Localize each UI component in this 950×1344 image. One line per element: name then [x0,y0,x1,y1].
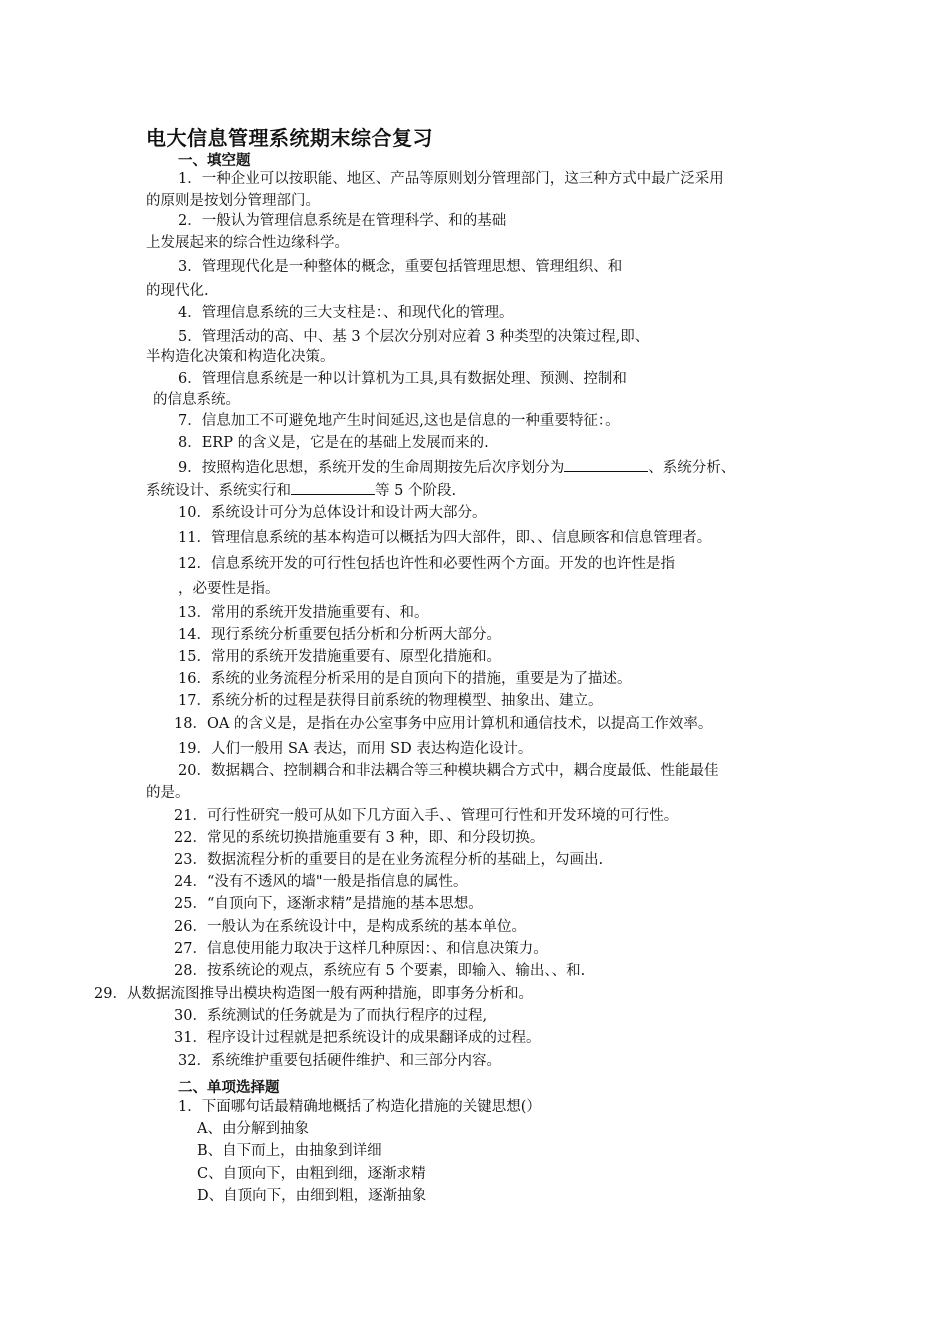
question-2-line-2: 上发展起来的综合性边缘科学。 [146,235,349,251]
question-9-line-1-text: 9．按照构造化思想，系统开发的生命周期按先后次序划分为 [178,460,565,476]
question-12-line-2: ，必要性是指。 [178,581,280,597]
question-9-line-1-tail: 、系统分析、 [648,460,736,476]
question-1-line-1: 1．一种企业可以按职能、地区、产品等原则划分管理部门，这三种方式中最广泛采用 [178,171,724,187]
answer-blank [291,480,375,495]
choice-option-d: D、自顶向下，由细到粗，逐渐抽象 [197,1188,427,1204]
question-20-line-2: 的是。 [146,785,190,801]
question-3-line-2: 的现代化. [146,283,209,299]
question-24: 24．“没有不透风的墙"一般是指信息的属性。 [174,874,468,890]
question-15: 15．常用的系统开发措施重要有、原型化措施和。 [178,649,501,665]
question-5-line-2: 半构造化决策和构造化决策。 [146,349,335,365]
question-3-line-1: 3．管理现代化是一种整体的概念，重要包括管理思想、管理组织、和 [178,259,623,275]
question-9-line-2-tail: 等 5 个阶段. [375,483,457,499]
question-12-line-1: 12．信息系统开发的可行性包括也许性和必要性两个方面。开发的也许性是指 [178,556,675,572]
section-heading-single-choice: 二、单项选择题 [178,1080,280,1096]
question-21: 21．可行性研究一般可从如下几方面入手、、管理可行性和开发环境的可行性。 [174,808,679,824]
question-7: 7．信息加工不可避免地产生时间延迟,这也是信息的一种重要特征：。 [178,413,620,429]
question-32: 32．系统维护重要包括硬件维护、和三部分内容。 [178,1053,501,1069]
choice-option-c: C、自顶向下，由粗到细，逐渐求精 [197,1166,426,1182]
choice-question-1: 1．下面哪句话最精确地概括了构造化措施的关键思想(） [178,1099,541,1115]
question-6-line-2: 的信息系统。 [153,392,240,408]
question-28: 28．按系统论的观点，系统应有 5 个要素，即输入、输出、、和. [174,963,586,979]
question-23: 23．数据流程分析的重要目的是在业务流程分析的基础上，勾画出. [174,852,604,868]
question-30: 30．系统测试的任务就是为了而执行程序的过程, [174,1008,488,1024]
question-9-line-2-text: 系统设计、系统实行和 [146,483,291,499]
question-6-line-1: 6．管理信息系统是一种以计算机为工具,具有数据处理、预测、控制和 [178,371,627,387]
question-9-line-2 [146,480,456,500]
question-27: 27．信息使用能力取决于这样几种原因：、和信息决策力。 [174,941,548,957]
question-8: 8．ERP 的含义是，它是在的基础上发展而来的. [178,435,489,451]
question-26: 26．一般认为在系统设计中，是构成系统的基本单位。 [174,919,526,935]
choice-option-b: B、自下而上，由抽象到详细 [197,1143,382,1159]
question-13: 13．常用的系统开发措施重要有、和。 [178,605,429,621]
question-29: 29．从数据流图推导出模块构造图一般有两种措施，即事务分析和。 [94,986,533,1002]
answer-blank [564,457,648,472]
question-31: 31．程序设计过程就是把系统设计的成果翻译成的过程。 [174,1030,541,1046]
question-19: 19．人们一般用 SA 表达，而用 SD 表达构造化设计。 [178,741,533,757]
question-4: 4．管理信息系统的三大支柱是：、和现代化的管理。 [178,305,514,321]
question-2-line-1: 2．一般认为管理信息系统是在管理科学、和的基础 [178,213,507,229]
question-25: 25．“自顶向下，逐渐求精”是措施的基本思想。 [174,896,483,912]
question-1-line-2: 的原则是按划分管理部门。 [146,193,320,209]
question-14: 14．现行系统分析重要包括分析和分析两大部分。 [178,627,501,643]
choice-option-a: A、由分解到抽象 [197,1121,309,1137]
question-22: 22．常见的系统切换措施重要有 3 种，即、和分段切换。 [174,830,545,846]
section-heading-fill-in: 一、填空题 [178,153,251,169]
question-10: 10．系统设计可分为总体设计和设计两大部分。 [178,505,487,521]
question-17: 17．系统分析的过程是获得目前系统的物理模型、抽象出、建立。 [178,693,603,709]
document-title: 电大信息管理系统期末综合复习 [146,126,433,150]
question-18: 18．OA 的含义是，是指在办公室事务中应用计算机和通信技术，以提高工作效率。 [174,716,713,732]
question-20-line-1: 20．数据耦合、控制耦合和非法耦合等三种模块耦合方式中，耦合度最低、性能最佳 [178,763,719,779]
question-16: 16．系统的业务流程分析采用的是自顶向下的措施，重要是为了描述。 [178,671,632,687]
question-9-line-1 [178,457,735,477]
question-5-line-1: 5．管理活动的高、中、基 3 个层次分别对应着 3 种类型的决策过程,即、 [178,329,650,345]
question-11: 11．管理信息系统的基本构造可以概括为四大部件，即、、信息顾客和信息管理者。 [178,530,712,546]
